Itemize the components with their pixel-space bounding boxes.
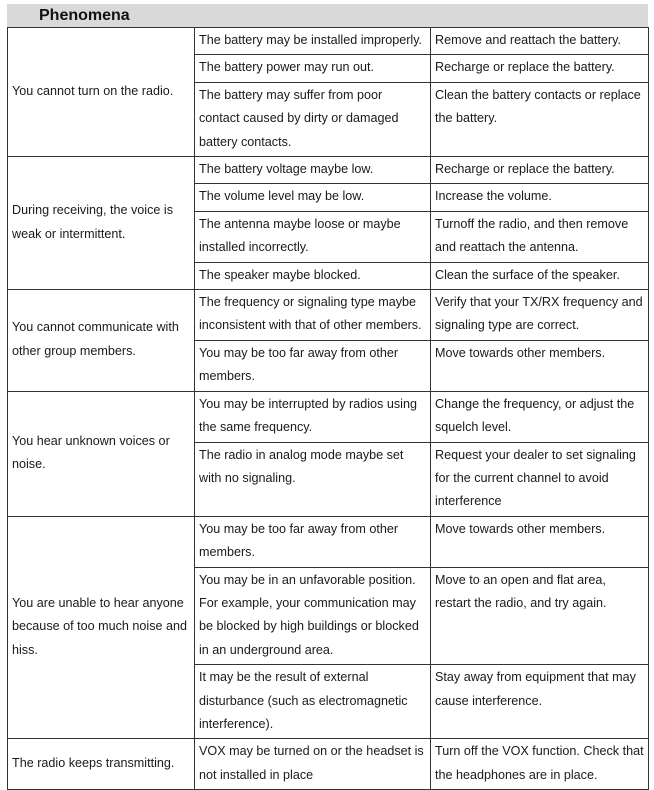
table-row — [8, 516, 649, 567]
cause-cell: The battery voltage maybe low. — [195, 157, 431, 184]
header-bar — [7, 4, 648, 27]
cause-cell: VOX may be turned on or the headset is not installed in place — [195, 739, 431, 790]
solution-cell: Recharge or replace the battery. — [431, 157, 649, 184]
cause-cell: The antenna maybe loose or maybe installed incorrectly. — [195, 211, 431, 262]
cause-cell: You may be too far away from other members. — [195, 516, 431, 567]
cause-cell: The radio in analog mode maybe set with no signaling. — [195, 442, 431, 516]
solution-cell: Move towards other members. — [431, 516, 649, 567]
table-row — [8, 290, 649, 341]
solution-cell: Turnoff the radio, and then remove and reattach the antenna. — [431, 211, 649, 262]
cause-cell: The battery may be installed improperly. — [195, 28, 431, 55]
solution-cell: Move to an open and flat area, restart the radio, and try again. — [431, 567, 649, 665]
table-row — [8, 391, 649, 442]
phenomenon-cell: The radio keeps transmitting. — [8, 739, 195, 790]
table-row — [8, 739, 649, 790]
solution-cell: Turn off the VOX function. Check that the headphones are in place. — [431, 739, 649, 790]
cause-cell: The battery power may run out. — [195, 55, 431, 82]
solution-cell: Stay away from equipment that may cause interference. — [431, 665, 649, 739]
table-body — [8, 28, 649, 790]
troubleshooting-table — [7, 27, 649, 790]
table-row — [8, 157, 649, 184]
solution-cell: Clean the surface of the speaker. — [431, 262, 649, 289]
phenomenon-cell: You cannot turn on the radio. — [8, 28, 195, 157]
cause-cell: You may be in an unfavorable position. For example, your communication may be blocked by high buildings or blocked in an underground area. — [195, 567, 431, 665]
cause-cell: It may be the result of external disturbance (such as electromagnetic interference). — [195, 665, 431, 739]
cause-cell: You may be interrupted by radios using the same frequency. — [195, 391, 431, 442]
phenomenon-cell: During receiving, the voice is weak or intermittent. — [8, 157, 195, 290]
cause-cell: The battery may suffer from poor contact caused by dirty or damaged battery contacts. — [195, 82, 431, 156]
solution-cell: Clean the battery contacts or replace the battery. — [431, 82, 649, 156]
solution-cell: Remove and reattach the battery. — [431, 28, 649, 55]
phenomenon-cell: You cannot communicate with other group members. — [8, 290, 195, 392]
cause-cell: You may be too far away from other members. — [195, 340, 431, 391]
phenomenon-cell: You hear unknown voices or noise. — [8, 391, 195, 516]
phenomenon-cell: You are unable to hear anyone because of too much noise and hiss. — [8, 516, 195, 739]
solution-cell: Move towards other members. — [431, 340, 649, 391]
table-row — [8, 28, 649, 55]
solution-cell: Request your dealer to set signaling for the current channel to avoid interference — [431, 442, 649, 516]
cause-cell: The speaker maybe blocked. — [195, 262, 431, 289]
solution-cell: Change the frequency, or adjust the squelch level. — [431, 391, 649, 442]
solution-cell: Verify that your TX/RX frequency and signaling type are correct. — [431, 290, 649, 341]
solution-cell: Recharge or replace the battery. — [431, 55, 649, 82]
cause-cell: The volume level may be low. — [195, 184, 431, 211]
page-title: Phenomena — [39, 7, 130, 24]
solution-cell: Increase the volume. — [431, 184, 649, 211]
cause-cell: The frequency or signaling type maybe inconsistent with that of other members. — [195, 290, 431, 341]
